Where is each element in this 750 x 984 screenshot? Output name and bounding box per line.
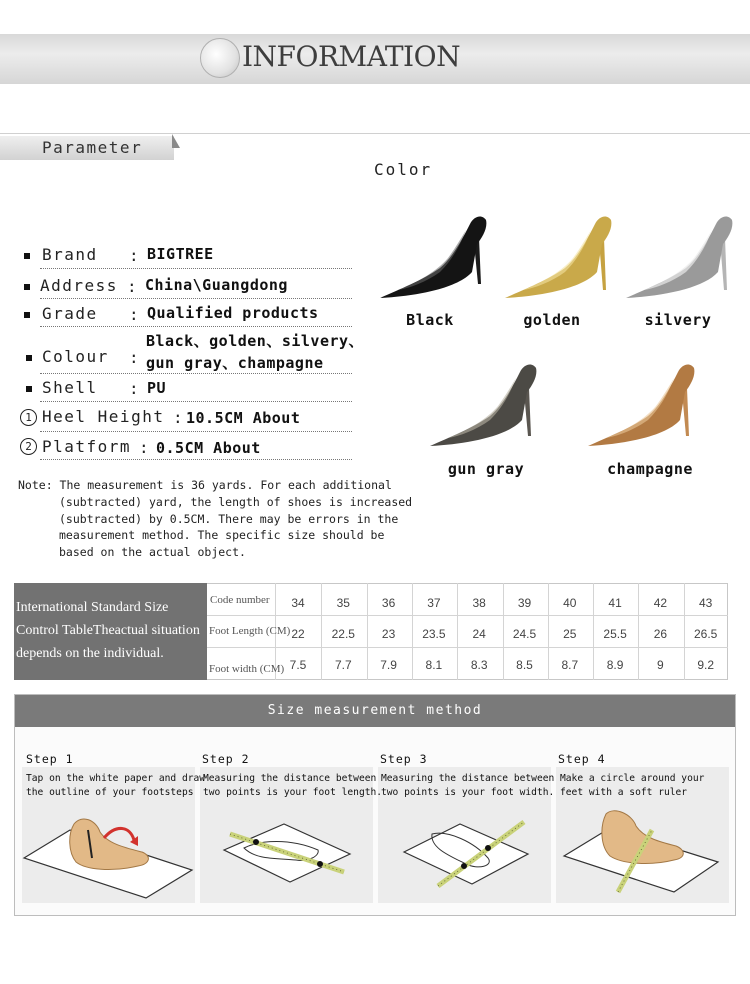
size-table-cell: 7.5 xyxy=(289,658,307,672)
color-caption-champagne: champagne xyxy=(607,460,693,478)
step-description-line: Tap on the white paper and draw xyxy=(26,773,206,784)
table-divider xyxy=(207,647,728,648)
spec-bullet-icon xyxy=(24,253,30,259)
size-table-cell: 26 xyxy=(653,627,668,641)
shoe-champagne-image xyxy=(586,358,698,453)
spec-bullet-icon xyxy=(26,355,32,361)
measurement-note xyxy=(18,477,418,561)
size-table-heading-line: Control TableTheactual situation xyxy=(16,623,200,638)
spec-colon: : xyxy=(129,348,139,367)
size-table-cell: 24 xyxy=(472,627,486,641)
step-1-label: Step 1 xyxy=(26,752,74,766)
spec-colon: : xyxy=(129,379,139,398)
size-table-cell: 38 xyxy=(472,596,486,610)
size-table-cell: 8.5 xyxy=(516,658,533,672)
step-2-label: Step 2 xyxy=(202,752,250,766)
spec-bullet-icon xyxy=(24,284,30,290)
spec-label-brand: Brand xyxy=(42,245,98,264)
spec-value-platform: 0.5CM About xyxy=(156,439,261,457)
step-3-foot-width-illustration xyxy=(378,800,551,900)
spec-value-brand: BIGTREE xyxy=(147,245,214,263)
size-table-cell: 35 xyxy=(336,596,350,610)
size-table-cell: 23 xyxy=(381,627,396,641)
size-table-cell: 8.1 xyxy=(425,658,443,672)
size-table-cell: 7.9 xyxy=(380,658,397,672)
size-table-cell: 25 xyxy=(563,627,577,641)
step-4-label: Step 4 xyxy=(558,752,606,766)
size-table-cell: 26.5 xyxy=(694,627,718,641)
size-table-cell: 8.3 xyxy=(470,658,488,672)
size-table-cell: 22 xyxy=(291,627,305,641)
step-description-line: two points is your foot length. xyxy=(203,787,383,798)
spec-divider xyxy=(40,401,352,402)
step-2-foot-length-illustration xyxy=(200,800,373,900)
spec-colon: : xyxy=(129,246,139,265)
note-line: (subtracted) by 0.5CM. There may be errors in the xyxy=(59,511,399,526)
note-line: based on the actual object. xyxy=(59,545,246,560)
size-table-cell: 40 xyxy=(563,596,577,610)
step-description-line: two points is your foot width. xyxy=(381,787,555,798)
spec-colon: : xyxy=(129,305,139,324)
spec-value-colour-line1: Black、golden、silvery、 xyxy=(146,332,365,350)
spec-value-address: China\Guangdong xyxy=(145,276,288,294)
size-table-cell: 25.5 xyxy=(603,627,627,641)
step-4-foot-circumference-illustration xyxy=(556,800,729,900)
spec-label-colour: Colour xyxy=(42,347,109,366)
spec-colon: : xyxy=(173,408,183,427)
spec-colon: : xyxy=(139,438,149,457)
spec-divider xyxy=(40,373,352,374)
spec-label-address: Address xyxy=(40,276,118,295)
parameter-tab-corner xyxy=(172,134,180,148)
size-table-cell: 41 xyxy=(608,596,622,610)
size-table-cell: 24.5 xyxy=(512,627,537,641)
row-label-foot-width: Foot width (CM) xyxy=(209,663,285,675)
table-divider xyxy=(457,583,458,680)
row-label-foot-length: Foot Length (CM) xyxy=(209,625,291,637)
size-table-cell: 23.5 xyxy=(422,627,446,641)
banner-circle-icon xyxy=(200,38,240,78)
table-divider xyxy=(593,583,594,680)
spec-divider xyxy=(40,431,352,432)
step-description-line: Measuring the distance between xyxy=(381,773,555,784)
spec-colon: : xyxy=(127,277,137,296)
color-caption-silvery: silvery xyxy=(644,311,712,329)
size-table-heading-line: depends on the individual. xyxy=(16,646,164,661)
measurement-method-title: Size measurement method xyxy=(267,703,483,718)
spec-label-shell: Shell xyxy=(42,378,98,397)
spec-value-grade: Qualified products xyxy=(147,304,319,322)
spec-number-1: 1 xyxy=(20,409,37,426)
shoe-black-image xyxy=(378,208,490,303)
size-table-cell: 9.2 xyxy=(697,658,715,672)
spec-divider xyxy=(40,268,352,269)
size-table-cell: 22.5 xyxy=(331,627,355,641)
color-caption-golden: golden xyxy=(523,311,581,329)
table-divider xyxy=(684,583,685,680)
step-description-line: Make a circle around your xyxy=(560,773,705,784)
color-caption-black: Black xyxy=(406,311,454,329)
size-table-cell: 39 xyxy=(517,596,532,610)
spec-value-heel-height: 10.5CM About xyxy=(186,409,301,427)
table-divider xyxy=(412,583,413,680)
size-table-heading xyxy=(16,596,206,665)
spec-label-platform: Platform xyxy=(42,437,132,456)
spec-label-grade: Grade xyxy=(42,304,98,323)
spec-value-colour-line2: gun gray、champagne xyxy=(146,354,324,372)
color-title: Color xyxy=(374,160,433,179)
shoe-silvery-image xyxy=(624,208,736,303)
table-divider xyxy=(503,583,504,680)
step-3-description xyxy=(381,772,554,800)
color-caption-gun-gray: gun gray xyxy=(447,460,525,478)
parameter-divider xyxy=(0,133,750,134)
shoe-golden-image xyxy=(503,208,615,303)
step-description-line: Measuring the distance between xyxy=(203,773,377,784)
spec-divider xyxy=(40,326,352,327)
spec-divider xyxy=(40,459,352,460)
size-table-cell: 37 xyxy=(427,596,441,610)
size-table-cell: 7.7 xyxy=(334,658,352,672)
note-line: (subtracted) yard, the length of shoes is increased xyxy=(59,494,413,509)
size-table-cell: 42 xyxy=(653,596,668,610)
spec-label-heel-height: Heel Height xyxy=(42,407,165,426)
step-description-line: the outline of your footsteps xyxy=(26,787,194,798)
spec-bullet-icon xyxy=(24,312,30,318)
shoe-gun-gray-image xyxy=(428,358,540,453)
spec-divider xyxy=(40,298,352,299)
spec-value-shell: PU xyxy=(147,379,167,397)
note-line: Note: The measurement is 36 yards. For each additional xyxy=(18,478,392,492)
size-table-cell: 8.9 xyxy=(606,658,624,672)
banner-title: INFORMATION xyxy=(242,40,461,73)
table-divider xyxy=(207,615,728,616)
parameter-label: Parameter xyxy=(42,138,143,157)
size-table-cell: 8.7 xyxy=(561,658,579,672)
step-3-label: Step 3 xyxy=(380,752,428,766)
size-table-heading-line: International Standard Size xyxy=(16,600,169,615)
table-divider xyxy=(367,583,368,680)
table-divider xyxy=(638,583,639,680)
step-2-description xyxy=(203,772,382,800)
row-label-code-number: Code number xyxy=(210,594,270,606)
size-table-cell: 34 xyxy=(291,596,305,610)
step-description-line: feet with a soft ruler xyxy=(560,787,688,798)
spec-number-2: 2 xyxy=(20,438,37,455)
spec-bullet-icon xyxy=(26,386,32,392)
step-1-description xyxy=(26,772,205,800)
step-4-description xyxy=(560,772,704,800)
note-line: measurement method. The specific size should be xyxy=(59,528,385,543)
step-1-foot-outline-illustration xyxy=(22,800,195,900)
table-divider xyxy=(321,583,322,680)
size-table-cell: 43 xyxy=(699,596,713,610)
table-divider xyxy=(548,583,549,680)
size-table-cell: 9 xyxy=(657,658,664,672)
size-table-cell: 36 xyxy=(381,596,396,610)
